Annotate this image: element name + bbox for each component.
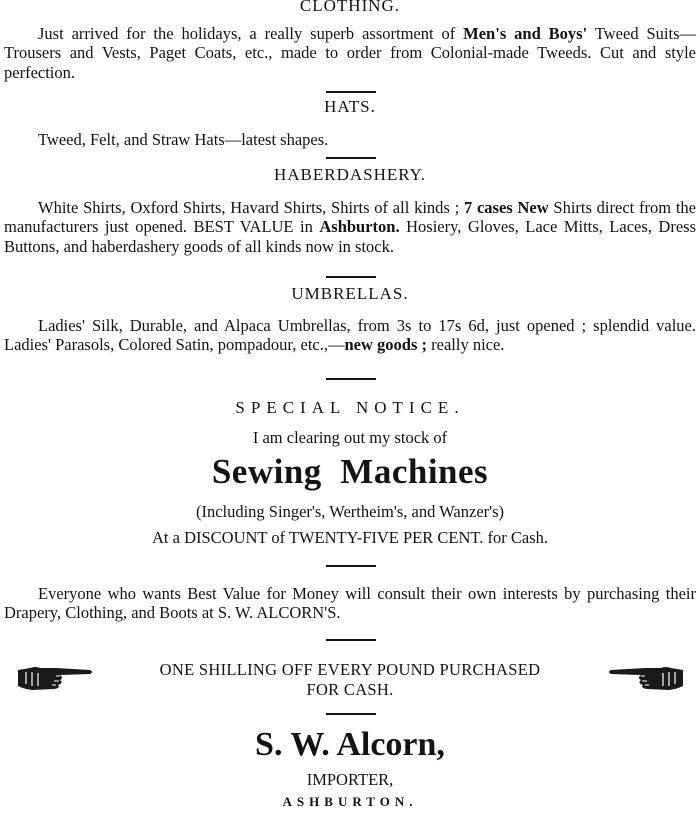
discount-line: At a DISCOUNT of TWENTY-FIVE PER CENT. for Cash. <box>152 528 548 547</box>
merchant-role: IMPORTER, <box>306 770 394 789</box>
merchant-name: S. W. Alcorn, <box>255 726 445 763</box>
merchant-location: ASHBURTON. <box>282 794 418 809</box>
pointing-hand-left-icon <box>605 658 685 694</box>
sewing-machines-title: Sewing Machines <box>211 452 489 491</box>
notice-intro: I am clearing out my stock of <box>252 428 448 447</box>
haberdashery-paragraph: White Shirts, Oxford Shirts, Havard Shirts, Shirts of all kinds ; 7 cases New Shirts direct from the manufacturers just opened. BEST VALUE in Ashburton. Hosiery, Gloves, Lace Mitts, Laces, Dress Buttons, and haberdashery goods of all kinds now in stock. <box>4 198 696 256</box>
hats-heading: HATS. <box>324 97 376 116</box>
divider <box>326 157 376 159</box>
value-paragraph: Everyone who wants Best Value for Money will consult their own interests by purchasing their Drapery, Clothing, and Boots at S. W. ALCORN'S. <box>4 584 696 623</box>
divider <box>326 639 376 641</box>
divider <box>326 713 376 715</box>
shilling-offer-line2: FOR CASH. <box>306 680 394 699</box>
umbrellas-paragraph: Ladies' Silk, Durable, and Alpaca Umbrellas, from 3s to 17s 6d, just opened ; splendid value. Ladies' Parasols, Colored Satin, pompadour, etc.,—new goods ; really nice. <box>4 316 696 355</box>
special-notice-heading: SPECIAL NOTICE. <box>235 398 465 417</box>
divider <box>326 565 376 567</box>
divider <box>326 378 376 380</box>
haberdashery-heading: HABERDASHERY. <box>273 165 427 184</box>
divider <box>326 91 376 93</box>
divider <box>326 276 376 278</box>
brands-line: (Including Singer's, Wertheim's, and Wanzer's) <box>195 502 505 521</box>
clothing-paragraph: Just arrived for the holidays, a really superb assortment of Men's and Boys' Tweed Suits—Trousers and Vests, Paget Coats, etc., made to order from Colonial-made Tweeds. Cut and style perfection. <box>4 24 697 82</box>
clothing-heading: CLOTHING. <box>299 0 401 15</box>
shilling-offer-line1: ONE SHILLING OFF EVERY POUND PURCHASED <box>159 660 541 679</box>
umbrellas-heading: UMBRELLAS. <box>291 284 409 303</box>
hats-paragraph: Tweed, Felt, and Straw Hats—latest shapes. <box>38 130 329 149</box>
